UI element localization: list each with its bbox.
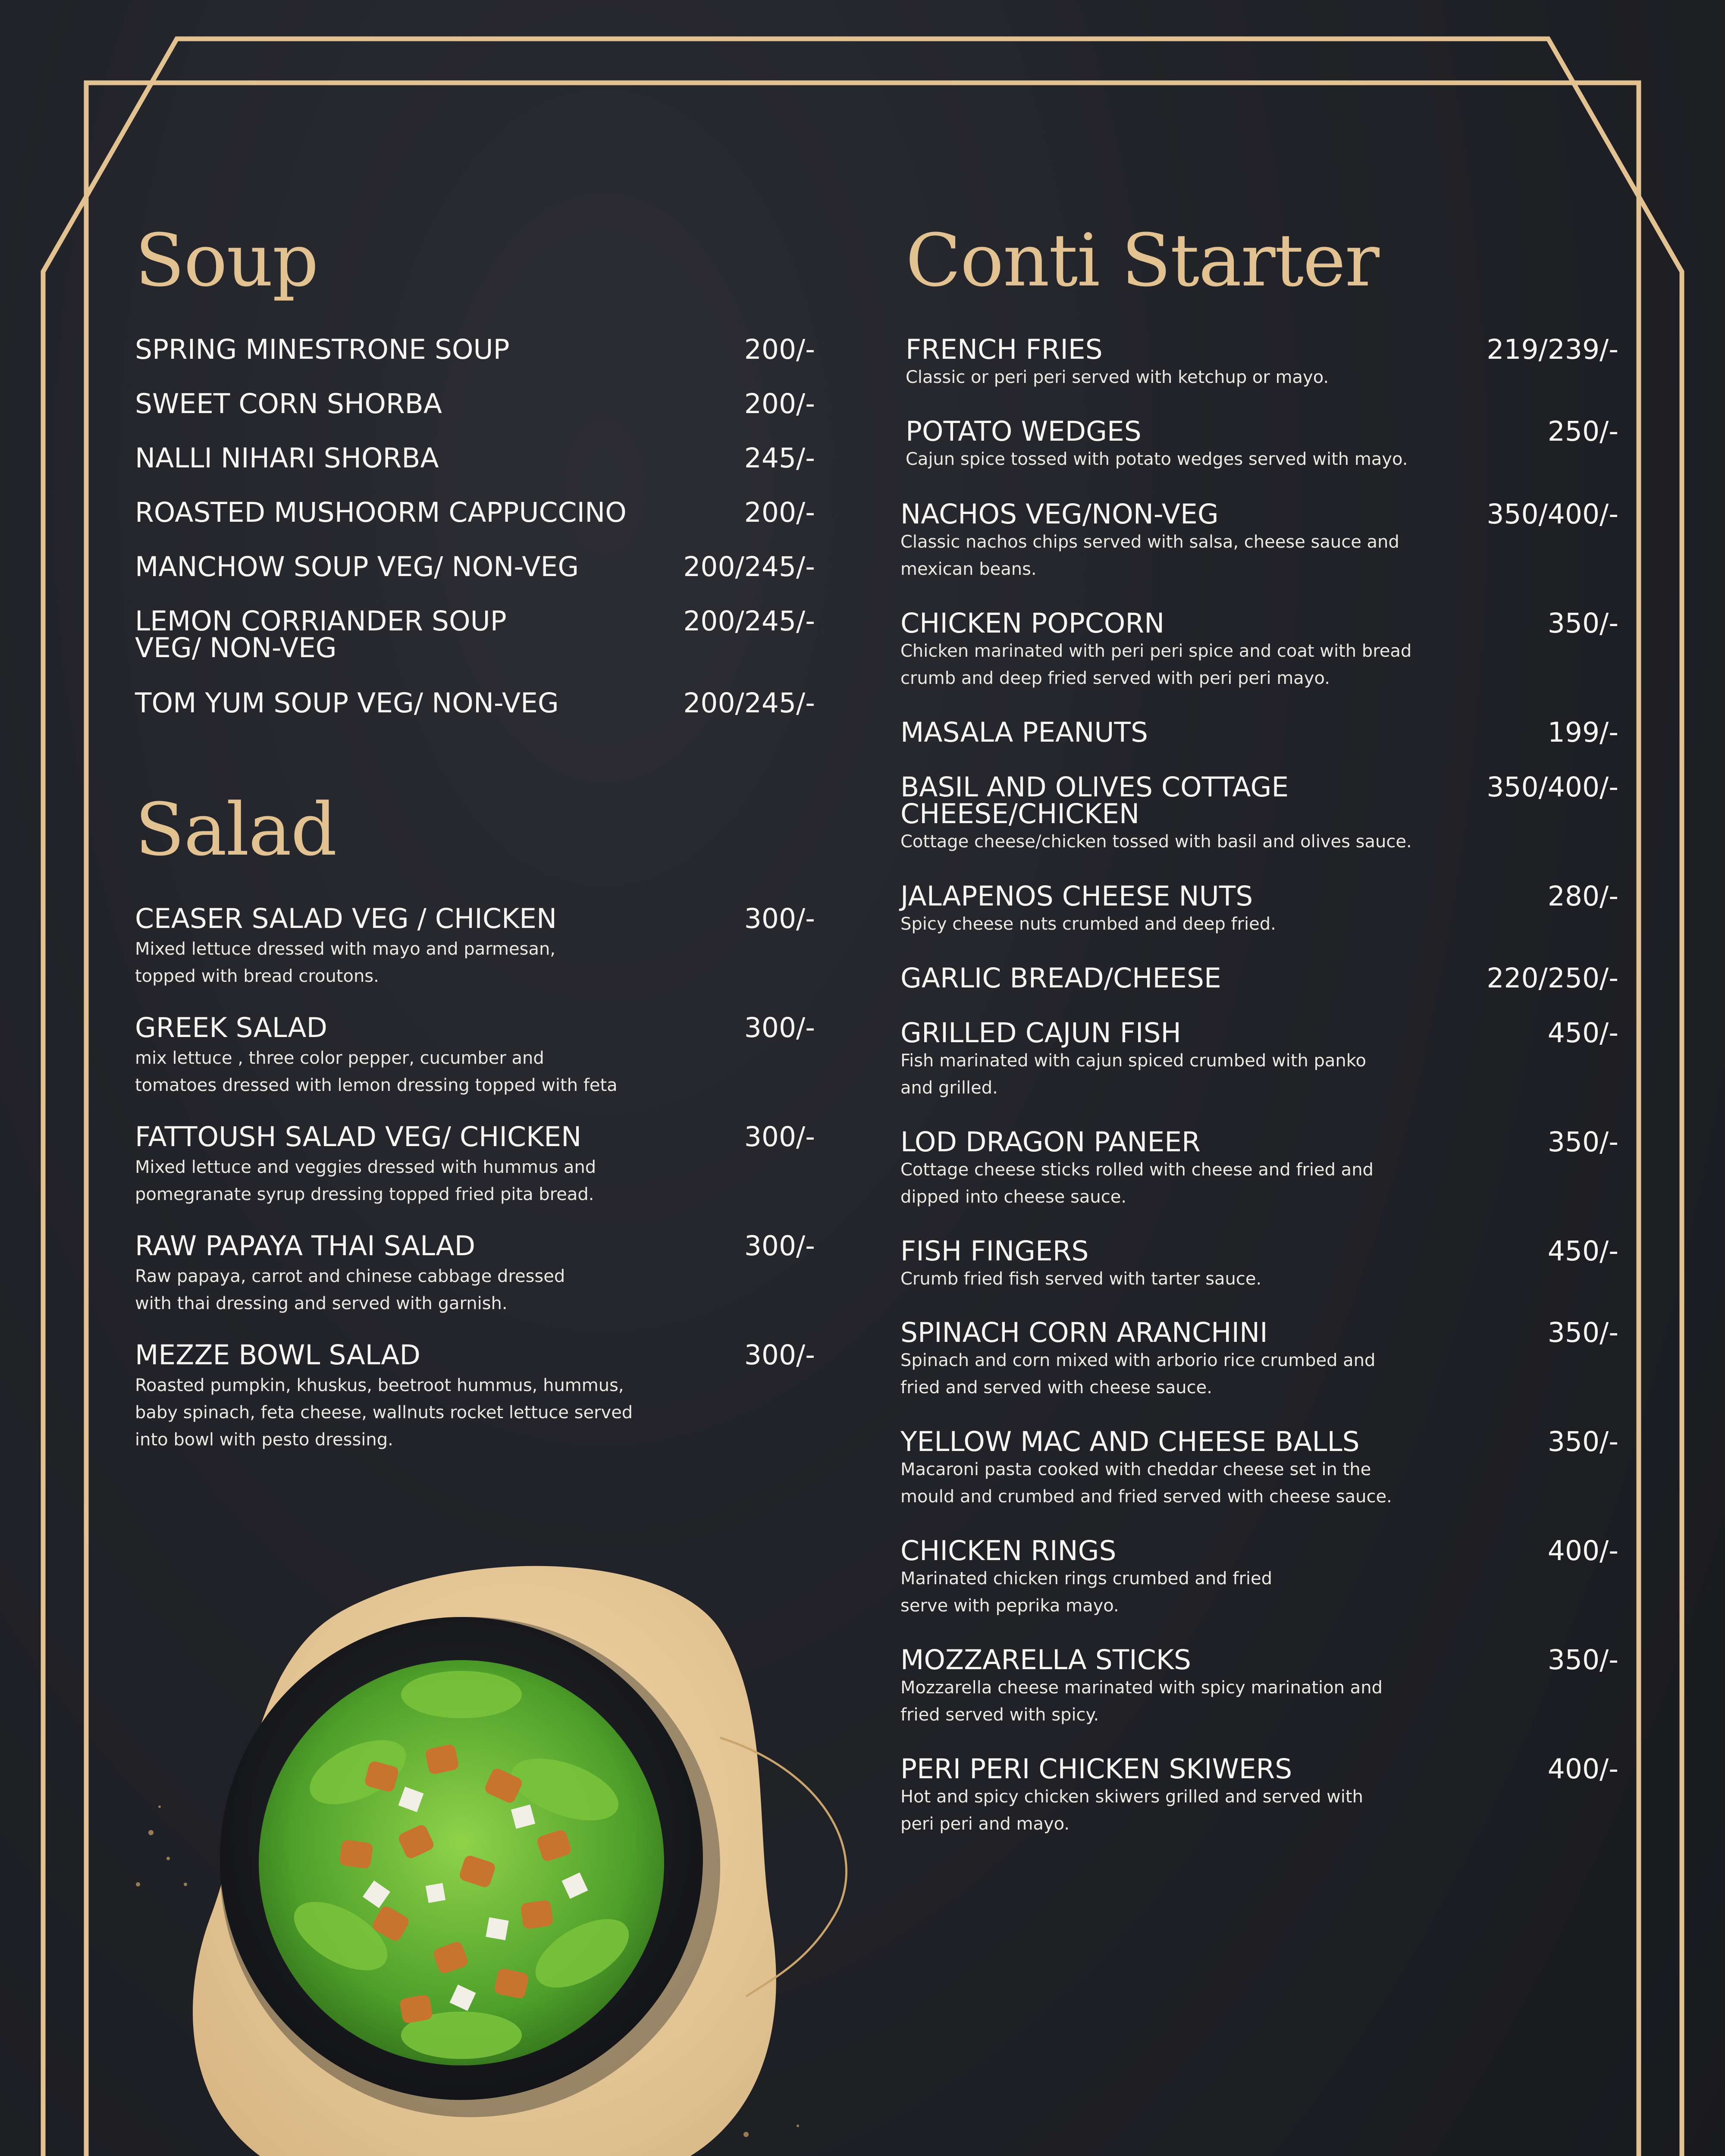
item-price: 300/- bbox=[744, 1339, 815, 1371]
item-name: FRENCH FRIES bbox=[906, 334, 1103, 365]
item-name: SPINACH CORN ARANCHINI bbox=[900, 1317, 1268, 1348]
item-price: 450/- bbox=[1547, 1017, 1618, 1049]
item-price: 300/- bbox=[744, 1012, 815, 1044]
menu-item bbox=[900, 719, 1618, 746]
conti-starter-title: Conti Starter bbox=[906, 218, 1379, 303]
item-name: CHICKEN POPCORN bbox=[900, 608, 1165, 639]
item-price: 200/245/- bbox=[683, 687, 815, 719]
item-name: MEZZE BOWL SALAD bbox=[135, 1339, 420, 1371]
item-name: LEMON CORRIANDER SOUP VEG/ NON-VEG bbox=[135, 605, 507, 664]
item-price: 200/- bbox=[744, 334, 815, 365]
item-name: FATTOUSH SALAD VEG/ CHICKEN bbox=[135, 1121, 582, 1153]
item-price: 350/400/- bbox=[1487, 498, 1618, 530]
item-name: MOZZARELLA STICKS bbox=[900, 1644, 1192, 1676]
item-price: 199/- bbox=[1547, 717, 1618, 748]
item-price: 300/- bbox=[744, 903, 815, 934]
menu-item bbox=[135, 1121, 815, 1208]
item-description: Spinach and corn mixed with arborio rice crumbed and fried and served with cheese sauce. bbox=[900, 1351, 1376, 1398]
item-price: 350/- bbox=[1547, 1644, 1618, 1676]
item-name: POTATO WEDGES bbox=[906, 416, 1142, 447]
item-name: YELLOW MAC AND CHEESE BALLS bbox=[900, 1426, 1360, 1457]
menu-item bbox=[900, 1644, 1618, 1729]
item-description: Raw papaya, carrot and chinese cabbage dressed with thai dressing and served with garnish. bbox=[135, 1266, 565, 1313]
item-name: LOD DRAGON PANEER bbox=[900, 1126, 1201, 1158]
item-description: Classic nachos chips served with salsa, cheese sauce and mexican beans. bbox=[900, 532, 1399, 579]
item-name: RAW PAPAYA THAI SALAD bbox=[135, 1230, 476, 1262]
item-price: 450/- bbox=[1547, 1235, 1618, 1267]
item-description: Roasted pumpkin, khuskus, beetroot hummus, hummus, baby spinach, feta cheese, wallnuts rocket lettuce served into bowl with pesto dressing. bbox=[135, 1376, 633, 1450]
item-name: MANCHOW SOUP VEG/ NON-VEG bbox=[135, 551, 579, 583]
item-name: NALLI NIHARI SHORBA bbox=[135, 442, 439, 474]
item-price: 245/- bbox=[744, 442, 815, 474]
item-name: GRILLED CAJUN FISH bbox=[900, 1017, 1181, 1049]
item-price: 350/- bbox=[1547, 1126, 1618, 1158]
item-price: 219/239/- bbox=[1487, 334, 1618, 365]
item-price: 350/- bbox=[1547, 1426, 1618, 1457]
menu-item bbox=[900, 1426, 1618, 1510]
item-price: 200/245/- bbox=[683, 551, 815, 583]
item-description: Cottage cheese sticks rolled with cheese and fried and dipped into cheese sauce. bbox=[900, 1160, 1374, 1207]
menu-item bbox=[900, 1126, 1618, 1211]
menu-item bbox=[135, 551, 815, 583]
item-price: 400/- bbox=[1547, 1535, 1618, 1567]
menu-item bbox=[906, 336, 1618, 391]
item-price: 350/- bbox=[1547, 1317, 1618, 1348]
menu-item bbox=[135, 1230, 815, 1317]
item-name: GREEK SALAD bbox=[135, 1012, 327, 1044]
menu-item bbox=[900, 962, 1618, 994]
item-name: CHICKEN RINGS bbox=[900, 1535, 1117, 1567]
item-price: 280/- bbox=[1547, 881, 1618, 912]
menu-item bbox=[135, 442, 815, 474]
salad-bowl-image bbox=[99, 1531, 875, 2156]
menu-item bbox=[900, 1017, 1618, 1102]
item-price: 220/250/- bbox=[1487, 962, 1618, 994]
menu-item bbox=[906, 418, 1618, 473]
item-name: CEASER SALAD VEG / CHICKEN bbox=[135, 903, 557, 934]
item-name: PERI PERI CHICKEN SKIWERS bbox=[900, 1753, 1292, 1785]
menu-item bbox=[900, 1319, 1618, 1401]
menu-item bbox=[135, 336, 815, 363]
item-description: Classic or peri peri served with ketchup or mayo. bbox=[906, 367, 1329, 387]
menu-item bbox=[900, 610, 1618, 692]
item-name: ROASTED MUSHOORM CAPPUCCINO bbox=[135, 497, 627, 528]
menu-item bbox=[900, 883, 1618, 938]
item-name: GARLIC BREAD/CHEESE bbox=[900, 962, 1221, 994]
item-price: 200/- bbox=[744, 497, 815, 528]
item-description: Cajun spice tossed with potato wedges served with mayo. bbox=[906, 449, 1408, 469]
item-description: Macaroni pasta cooked with cheddar cheese set in the mould and crumbed and fried served with cheese sauce. bbox=[900, 1460, 1392, 1507]
item-name: JALAPENOS CHEESE NUTS bbox=[900, 881, 1253, 912]
menu-item bbox=[135, 1339, 815, 1454]
item-description: Marinated chicken rings crumbed and fried serve with peprika mayo. bbox=[900, 1569, 1273, 1616]
item-description: Crumb fried fish served with tarter sauce. bbox=[900, 1269, 1262, 1289]
item-name: SWEET CORN SHORBA bbox=[135, 388, 442, 420]
menu-item bbox=[135, 903, 815, 990]
item-description: Mixed lettuce dressed with mayo and parmesan, topped with bread croutons. bbox=[135, 939, 556, 986]
item-price: 350/- bbox=[1547, 608, 1618, 639]
item-name: SPRING MINESTRONE SOUP bbox=[135, 334, 510, 365]
item-price: 350/400/- bbox=[1487, 771, 1618, 803]
item-description: Mixed lettuce and veggies dressed with hummus and pomegranate syrup dressing topped fried pita bread. bbox=[135, 1157, 596, 1204]
soup-title: Soup bbox=[135, 218, 318, 303]
item-name: FISH FINGERS bbox=[900, 1235, 1089, 1267]
item-description: Mozzarella cheese marinated with spicy marination and fried served with spicy. bbox=[900, 1678, 1383, 1725]
item-description: Chicken marinated with peri peri spice and coat with bread crumb and deep fried served with peri peri mayo. bbox=[900, 641, 1412, 688]
item-description: mix lettuce , three color pepper, cucumber and tomatoes dressed with lemon dressing topped with feta bbox=[135, 1048, 618, 1095]
menu-item bbox=[135, 1012, 815, 1099]
item-name: TOM YUM SOUP VEG/ NON-VEG bbox=[135, 687, 559, 719]
item-description: Spicy cheese nuts crumbed and deep fried. bbox=[900, 914, 1276, 934]
menu-item bbox=[900, 771, 1618, 856]
item-price: 250/- bbox=[1547, 416, 1618, 447]
item-name: MASALA PEANUTS bbox=[900, 717, 1148, 748]
item-description: Cottage cheese/chicken tossed with basil and olives sauce. bbox=[900, 832, 1412, 852]
menu-item bbox=[135, 687, 815, 719]
menu-item bbox=[135, 605, 815, 664]
salad-title: Salad bbox=[135, 787, 336, 872]
menu-item bbox=[900, 1753, 1618, 1838]
item-price: 200/- bbox=[744, 388, 815, 420]
item-description: Fish marinated with cajun spiced crumbed with panko and grilled. bbox=[900, 1051, 1366, 1098]
item-price: 400/- bbox=[1547, 1753, 1618, 1785]
menu-item bbox=[135, 499, 815, 526]
item-price: 300/- bbox=[744, 1230, 815, 1262]
menu-item bbox=[900, 498, 1618, 583]
item-name: BASIL AND OLIVES COTTAGE CHEESE/CHICKEN bbox=[900, 771, 1289, 830]
item-description: Hot and spicy chicken skiwers grilled and served with peri peri and mayo. bbox=[900, 1787, 1363, 1834]
menu-item bbox=[900, 1235, 1618, 1293]
item-price: 300/- bbox=[744, 1121, 815, 1153]
menu-item bbox=[900, 1535, 1618, 1620]
menu-item bbox=[135, 388, 815, 420]
item-name: NACHOS VEG/NON-VEG bbox=[900, 498, 1219, 530]
item-price: 200/245/- bbox=[683, 605, 815, 637]
